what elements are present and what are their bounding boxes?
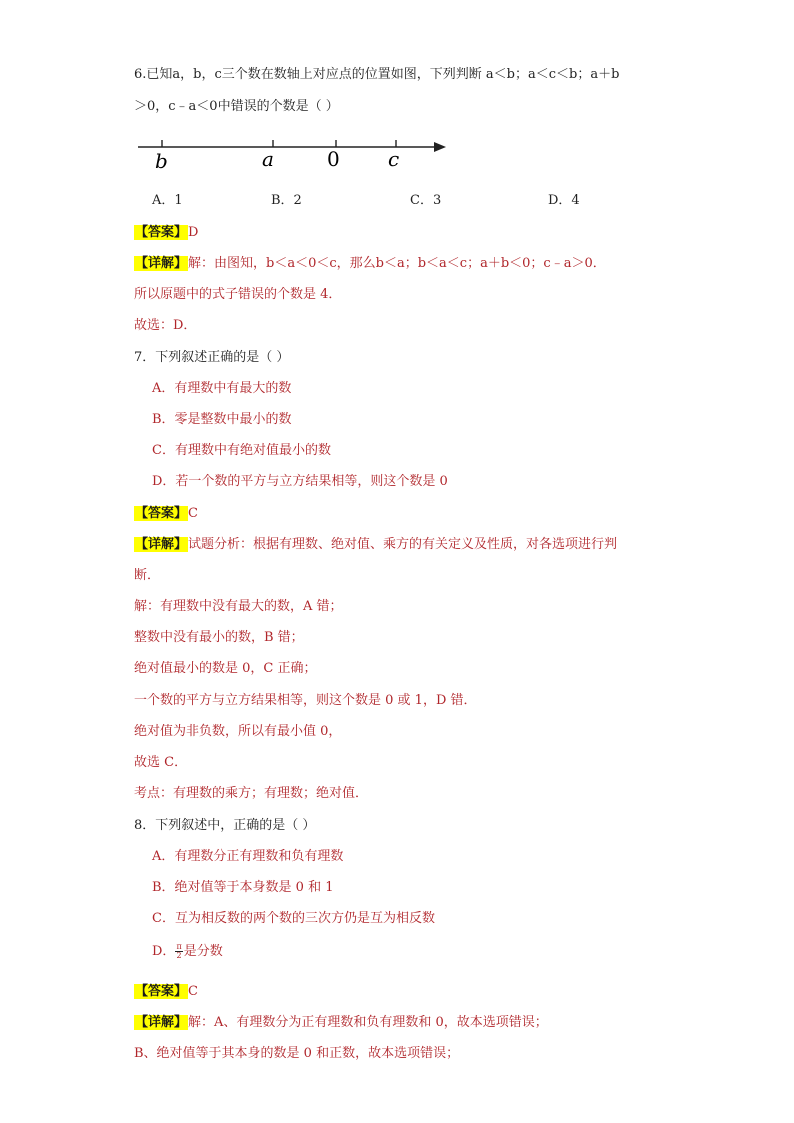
- q8-option-d-suffix: 是分数: [183, 944, 223, 959]
- q7-detail-line: 绝对值最小的数是 0，C 正确；: [134, 661, 317, 676]
- label-a: a: [262, 147, 274, 171]
- q6-detail-row1: [134, 255, 606, 273]
- q7-detail-line: 试题分析：根据有理数、绝对值、乘方的有关定义及性质，对各选项进行判: [188, 537, 618, 552]
- number-line-figure: [134, 132, 454, 178]
- q8-detail-line1: 解：A、有理数分为正有理数和负有理数和 0，故本选项错误；: [188, 1015, 548, 1030]
- q7-detail-line: 一个数的平方与立方结果相等，则这个数是 0 或 1，D 错．: [134, 693, 477, 708]
- q8-stem: 8．下列叙述中，正确的是（ ）: [134, 818, 316, 833]
- q8-detail-line2: B、绝对值等于其本身的数是 0 和正数，故本选项错误；: [134, 1046, 460, 1061]
- q8-detail-row1: [134, 1014, 548, 1032]
- q6-detail-line2: 所以原题中的式子错误的个数是 4．: [134, 287, 342, 302]
- q7-detail-line: 故选 C．: [134, 755, 188, 770]
- q6-detail-line1: 解：由图知，b＜a＜0＜c，那么b＜a；b＜a＜c；a＋b＜0；c﹣a＞0．: [188, 256, 606, 271]
- q7-detail-line: 解：有理数中没有最大的数，A 错；: [134, 599, 343, 614]
- detail-tag: 【详解】: [135, 537, 188, 552]
- number-line-arrow: [434, 142, 446, 152]
- fraction-denominator: 2: [176, 951, 182, 960]
- answer-tag: 【答案】: [135, 506, 188, 521]
- q7-detail-line: 绝对值为非负数，所以有最小值 0，: [134, 724, 342, 739]
- q6-option-a: A．1: [152, 193, 183, 208]
- fraction-numerator: π: [176, 942, 182, 951]
- q7-detail-line: 整数中没有最小的数，B 错；: [134, 630, 304, 645]
- label-c: c: [388, 147, 400, 171]
- pi-over-2-fraction: [175, 943, 182, 960]
- q7-answer-row: [134, 505, 198, 523]
- q7-option-c: C．有理数中有绝对值最小的数: [152, 443, 331, 458]
- q7-detail-line: 考点：有理数的乘方；有理数；绝对值．: [134, 786, 369, 801]
- q6-detail-line3: 故选：D．: [134, 318, 197, 333]
- q6-stem-line1: 6.已知a，b，c三个数在数轴上对应点的位置如图，下列判断 a＜b；a＜c＜b；a＋b: [134, 67, 620, 82]
- q7-option-a: A．有理数中有最大的数: [152, 381, 292, 396]
- q6-answer: D: [188, 225, 199, 240]
- q8-answer-row: [134, 983, 198, 1001]
- answer-tag: 【答案】: [135, 984, 188, 999]
- q6-option-d: D．4: [548, 193, 580, 208]
- q6-stem-line2: ＞0，c﹣a＜0中错误的个数是（ ）: [134, 99, 339, 114]
- q8-option-d-prefix: D．: [152, 944, 176, 959]
- q6-option-c: C．3: [410, 193, 442, 208]
- detail-tag: 【详解】: [135, 1015, 188, 1030]
- q8-option-c: C．互为相反数的两个数的三次方仍是互为相反数: [152, 911, 435, 926]
- q7-option-d: D．若一个数的平方与立方结果相等，则这个数是 0: [152, 474, 448, 489]
- q7-detail-row1: [134, 536, 617, 554]
- q6-option-b: B．2: [271, 193, 302, 208]
- q8-option-a: A．有理数分正有理数和负有理数: [152, 849, 344, 864]
- q7-stem: 7．下列叙述正确的是（ ）: [134, 350, 290, 365]
- q8-option-b: B．绝对值等于本身数是 0 和 1: [152, 880, 334, 895]
- q8-answer: C: [188, 984, 198, 999]
- q7-option-b: B．零是整数中最小的数: [152, 412, 292, 427]
- answer-tag: 【答案】: [135, 225, 188, 240]
- q6-answer-row: [134, 224, 198, 242]
- q7-detail-line: 断．: [134, 568, 161, 583]
- q8-option-d: [152, 943, 223, 961]
- label-b: b: [155, 149, 168, 173]
- q7-answer: C: [188, 506, 198, 521]
- label-0: 0: [327, 147, 340, 171]
- detail-tag: 【详解】: [135, 256, 188, 271]
